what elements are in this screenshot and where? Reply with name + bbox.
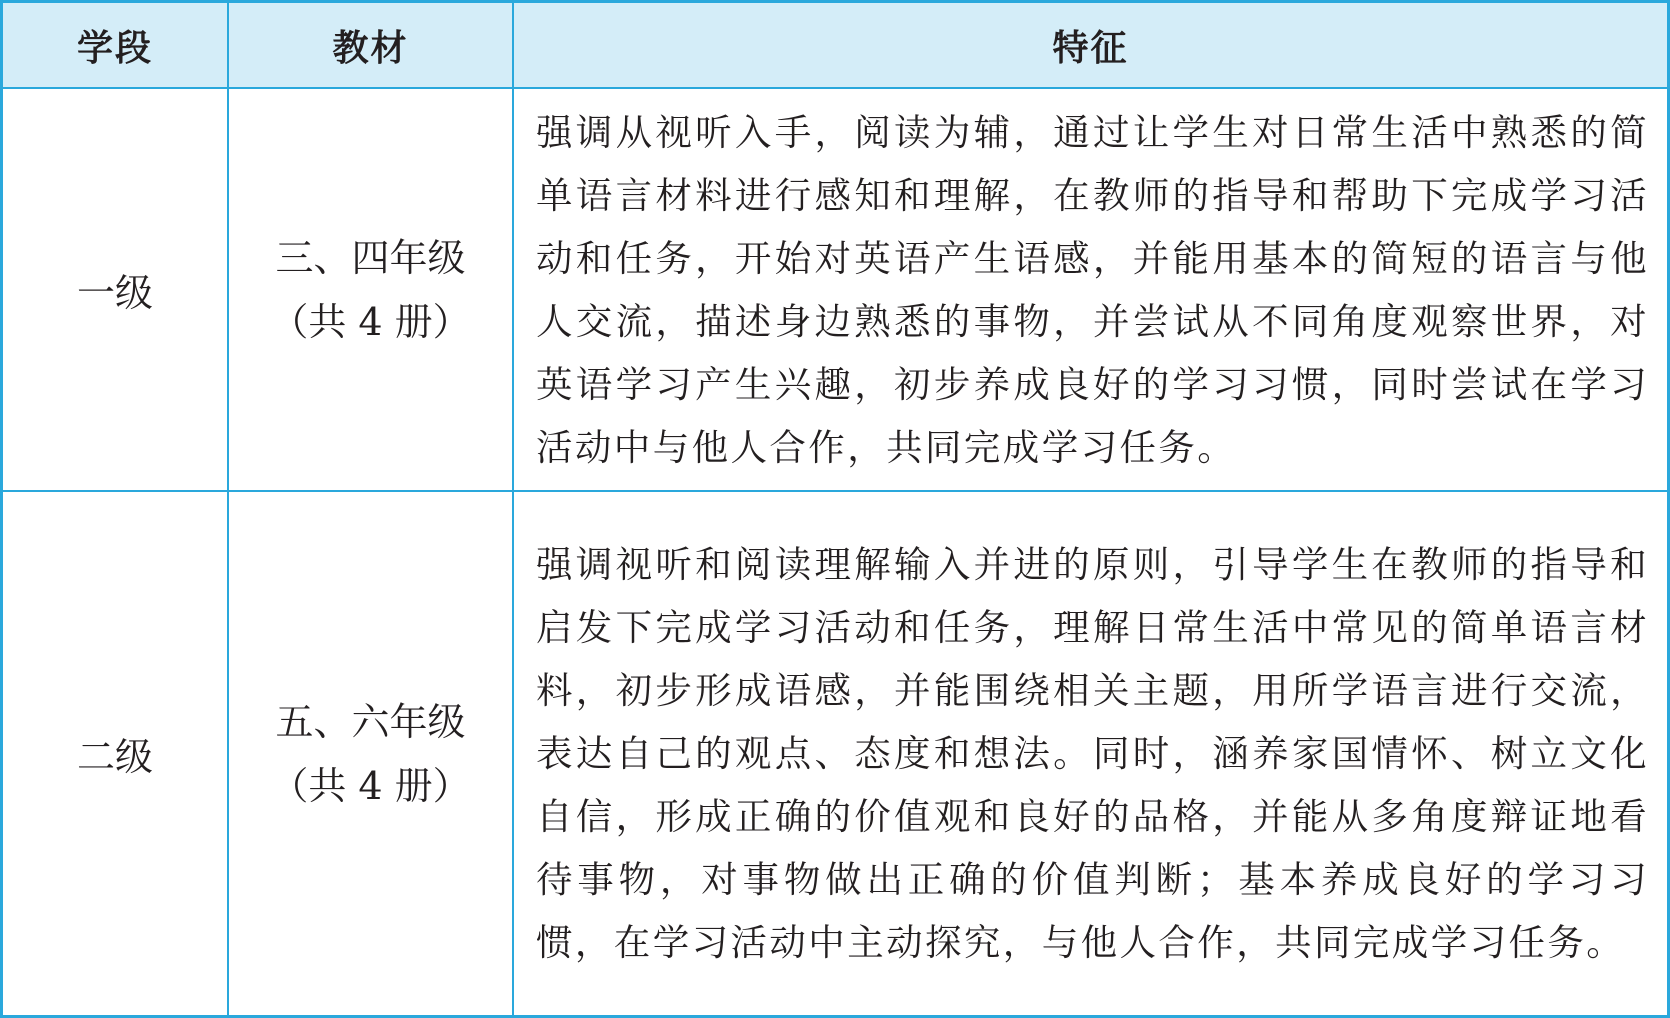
header-textbook: 教材 bbox=[229, 3, 514, 89]
row-2-stage: 二级 bbox=[3, 492, 229, 1015]
header-features: 特征 bbox=[514, 3, 1667, 89]
row-2-textbook-count: （共 4 册） bbox=[270, 763, 471, 808]
row-2-textbook-grades: 五、六年级 bbox=[275, 699, 466, 744]
row-1-stage: 一级 bbox=[3, 89, 229, 492]
row-2-textbook bbox=[229, 492, 514, 1015]
table-grid bbox=[3, 3, 1667, 1015]
row-2-features-text: 强调视听和阅读理解输入并进的原则，引导学生在教师的指导和启发下完成学习活动和任务，理解日常生活中常见的简单语言材料，初步形成语感，并能围绕相关主题，用所学语言进行交流，表达自己的观点、态度和想法。同时，涵养家国情怀、树立文化自信，形成正确的价值观和良好的品格，并能从多角度辩证地看待事物，对事物做出正确的价值判断；基本养成良好的学习习惯，在学习活动中主动探究，与他人合作，共同完成学习任务。 bbox=[536, 543, 1649, 964]
row-1-textbook-count: （共 4 册） bbox=[270, 299, 471, 344]
row-1-features-text: 强调从视听入手，阅读为辅，通过让学生对日常生活中熟悉的简单语言材料进行感知和理解，在教师的指导和帮助下完成学习活动和任务，开始对英语产生语感，并能用基本的简短的语言与他人交流，描述身边熟悉的事物，并尝试从不同角度观察世界，对英语学习产生兴趣，初步养成良好的学习习惯，同时尝试在学习活动中与他人合作，共同完成学习任务。 bbox=[536, 110, 1649, 469]
header-stage: 学段 bbox=[3, 3, 229, 89]
row-1-textbook bbox=[229, 89, 514, 492]
row-1-features bbox=[514, 89, 1667, 492]
row-2-features bbox=[514, 492, 1667, 1015]
row-1-textbook-grades: 三、四年级 bbox=[275, 235, 466, 280]
